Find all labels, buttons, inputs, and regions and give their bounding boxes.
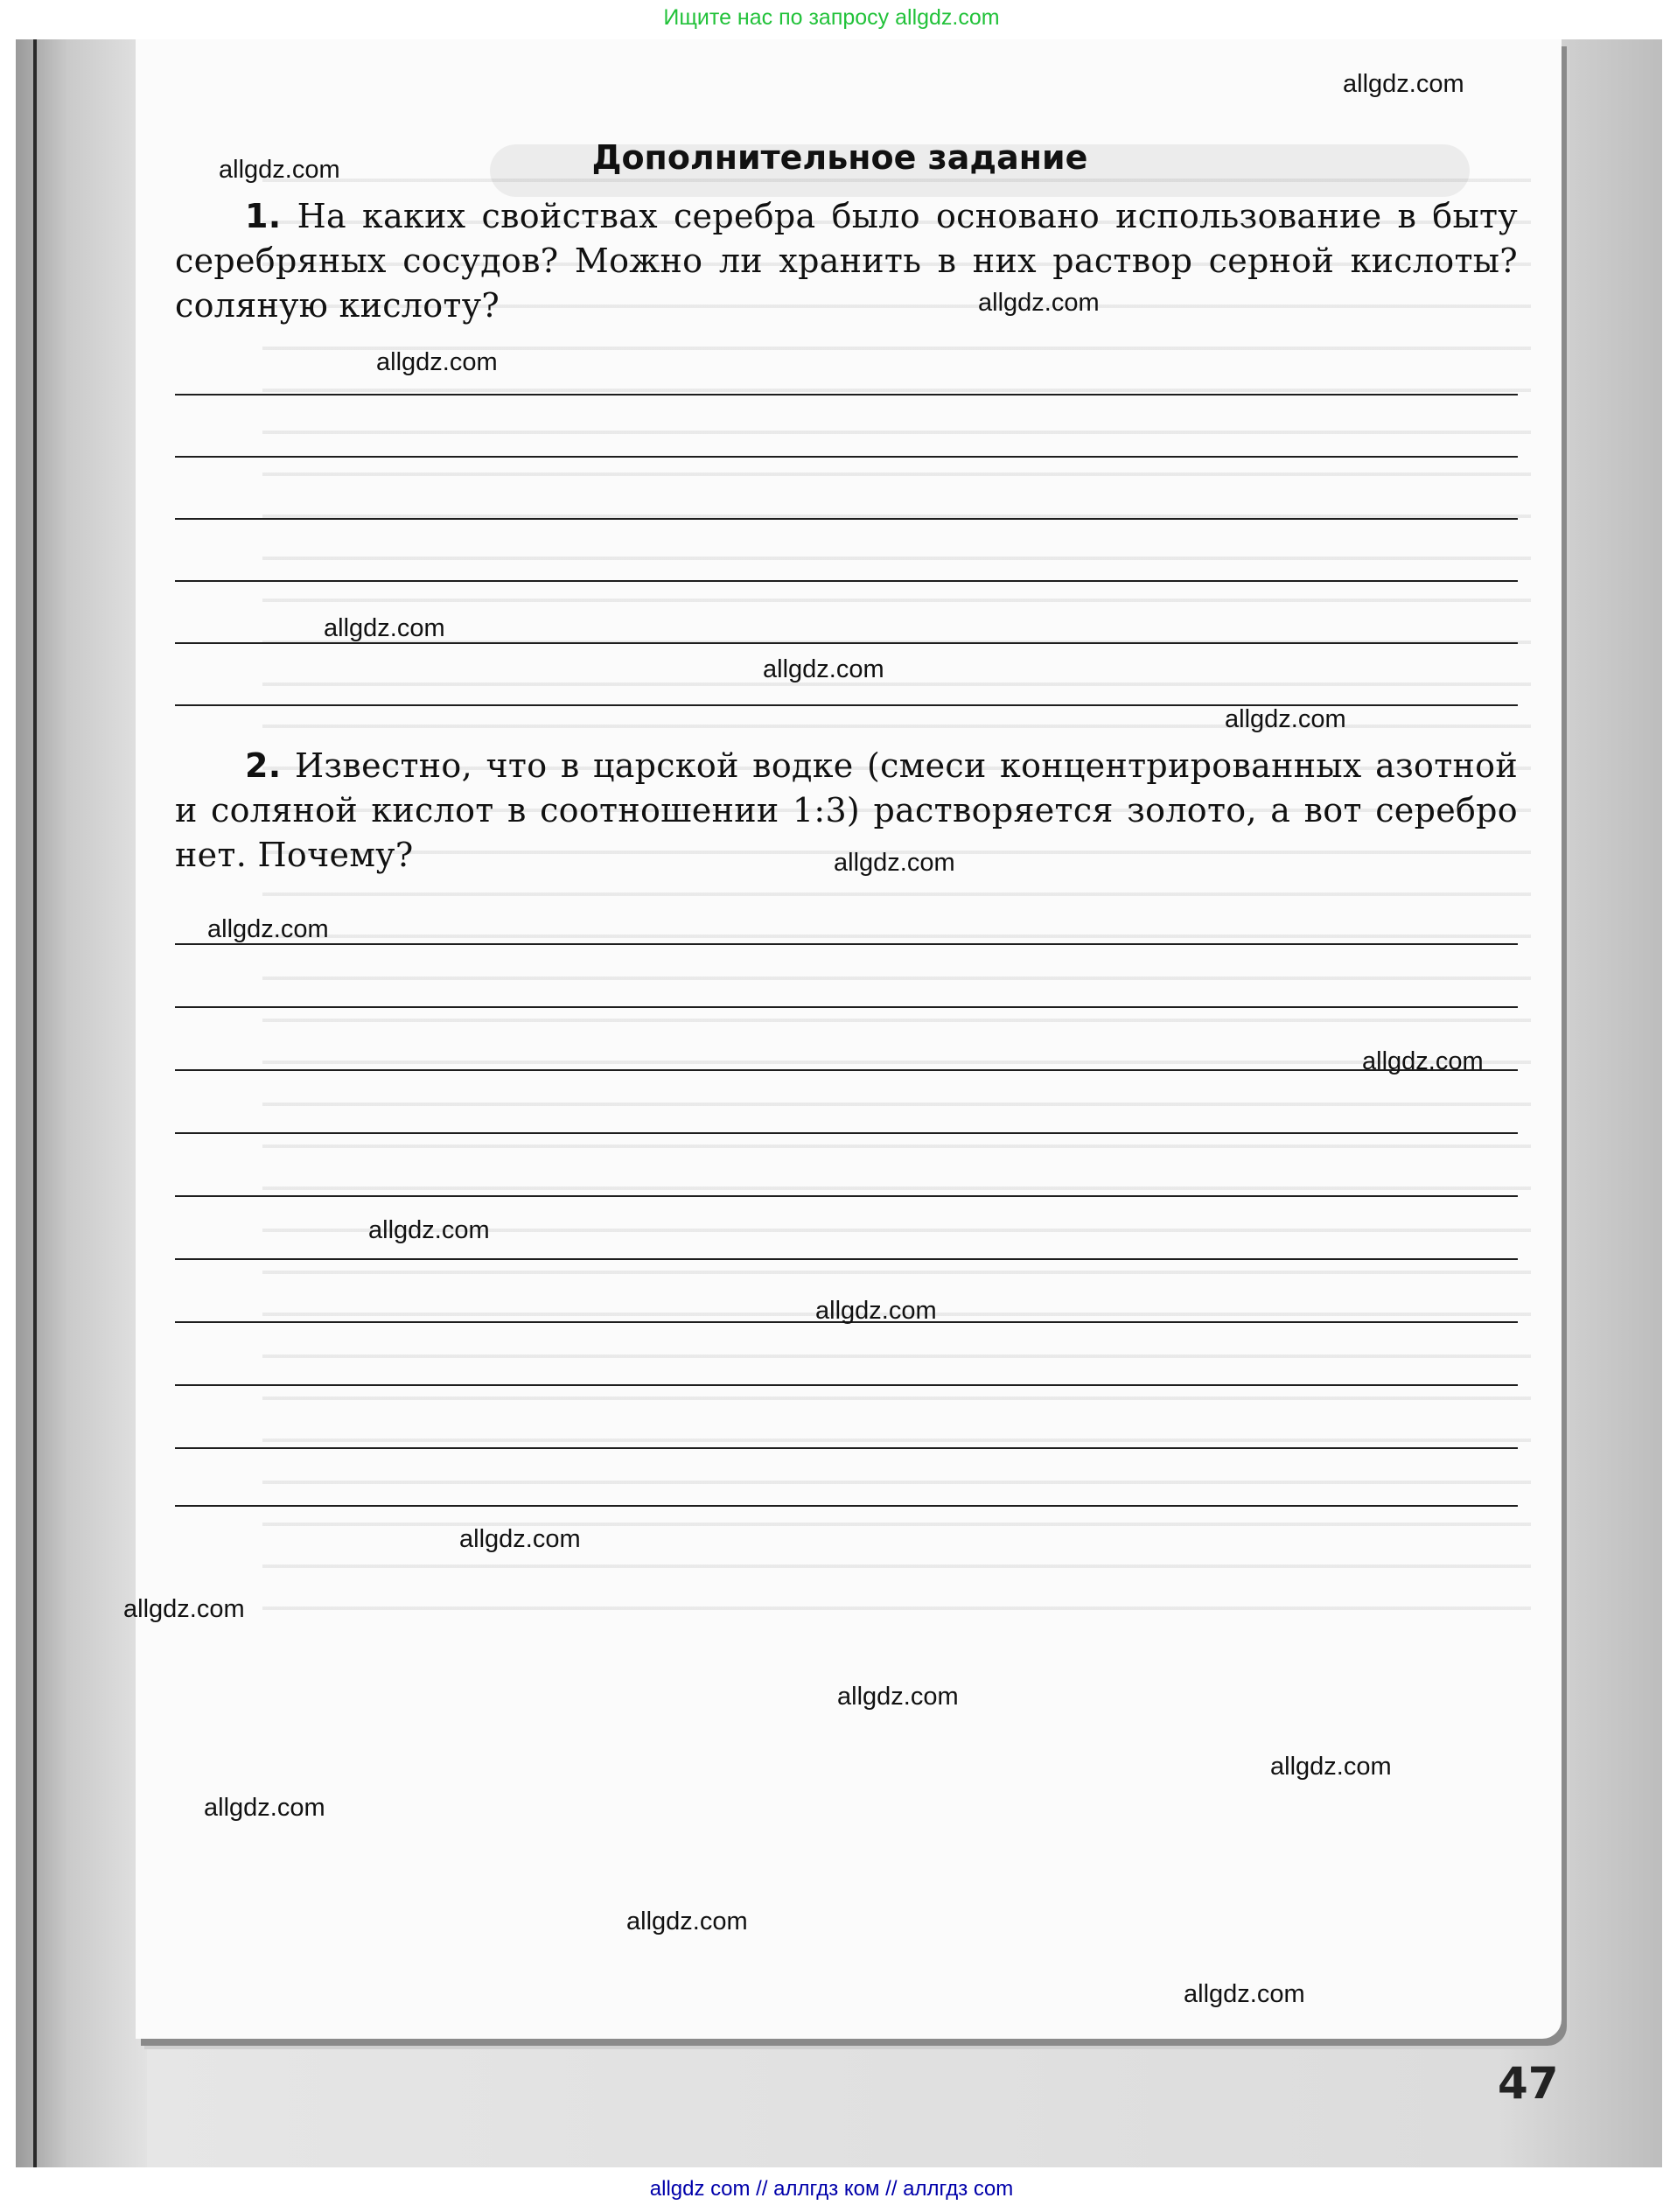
- answer-line[interactable]: [175, 456, 1518, 458]
- watermark: allgdz.com: [368, 1216, 490, 1244]
- watermark: allgdz.com: [459, 1525, 581, 1553]
- page-number: 47: [1498, 2058, 1559, 2109]
- watermark: allgdz.com: [1225, 705, 1346, 733]
- watermark: allgdz.com: [376, 348, 498, 376]
- watermark: allgdz.com: [834, 849, 955, 877]
- watermark: allgdz.com: [1270, 1753, 1392, 1781]
- answer-line[interactable]: [175, 518, 1518, 520]
- answer-line[interactable]: [175, 1447, 1518, 1449]
- watermark: allgdz.com: [324, 614, 445, 642]
- answer-line[interactable]: [175, 1384, 1518, 1386]
- watermark: allgdz.com: [1362, 1047, 1484, 1075]
- task-1-number: 1.: [245, 197, 282, 235]
- answer-line[interactable]: [175, 1069, 1518, 1071]
- answer-line[interactable]: [175, 943, 1518, 945]
- task-1: [175, 194, 1518, 328]
- spine-edge: [33, 39, 37, 2167]
- watermark: allgdz.com: [204, 1794, 325, 1822]
- answer-line[interactable]: [175, 394, 1518, 396]
- watermark: allgdz.com: [763, 655, 884, 683]
- watermark: allgdz.com: [219, 156, 340, 184]
- watermark: allgdz.com: [837, 1683, 959, 1711]
- watermark: allgdz.com: [1184, 1980, 1305, 2008]
- page-heading: Дополнительное задание: [591, 138, 1088, 177]
- watermark: allgdz.com: [207, 915, 329, 943]
- answer-line[interactable]: [175, 1006, 1518, 1008]
- watermark: allgdz.com: [815, 1297, 937, 1325]
- watermark: allgdz.com: [1343, 70, 1464, 98]
- bottom-banner: allgdz com // аллгдз ком // аллгдз com: [649, 2177, 1014, 2201]
- top-banner: Ищите нас по запросу allgdz.com: [663, 5, 1000, 30]
- answer-line[interactable]: [175, 1505, 1518, 1507]
- watermark: allgdz.com: [626, 1908, 748, 1936]
- answer-line[interactable]: [175, 1195, 1518, 1197]
- task-2-text: Известно, что в царской водке (смеси концентрированных азотной и соляной кислот в соотношении 1:3) растворяется золото, а вот серебро нет. Почему?: [175, 746, 1518, 874]
- task-2-number: 2.: [245, 746, 282, 785]
- watermark: allgdz.com: [123, 1595, 245, 1623]
- answer-line[interactable]: [175, 1258, 1518, 1260]
- answer-line[interactable]: [175, 1132, 1518, 1134]
- task-1-text: На каких свойствах серебра было основано использование в быту серебряных сосудов? Можно ли хранить в них раствор серной кислоты? соляную кислоту?: [175, 197, 1518, 325]
- watermark: allgdz.com: [978, 289, 1100, 317]
- answer-line[interactable]: [175, 580, 1518, 582]
